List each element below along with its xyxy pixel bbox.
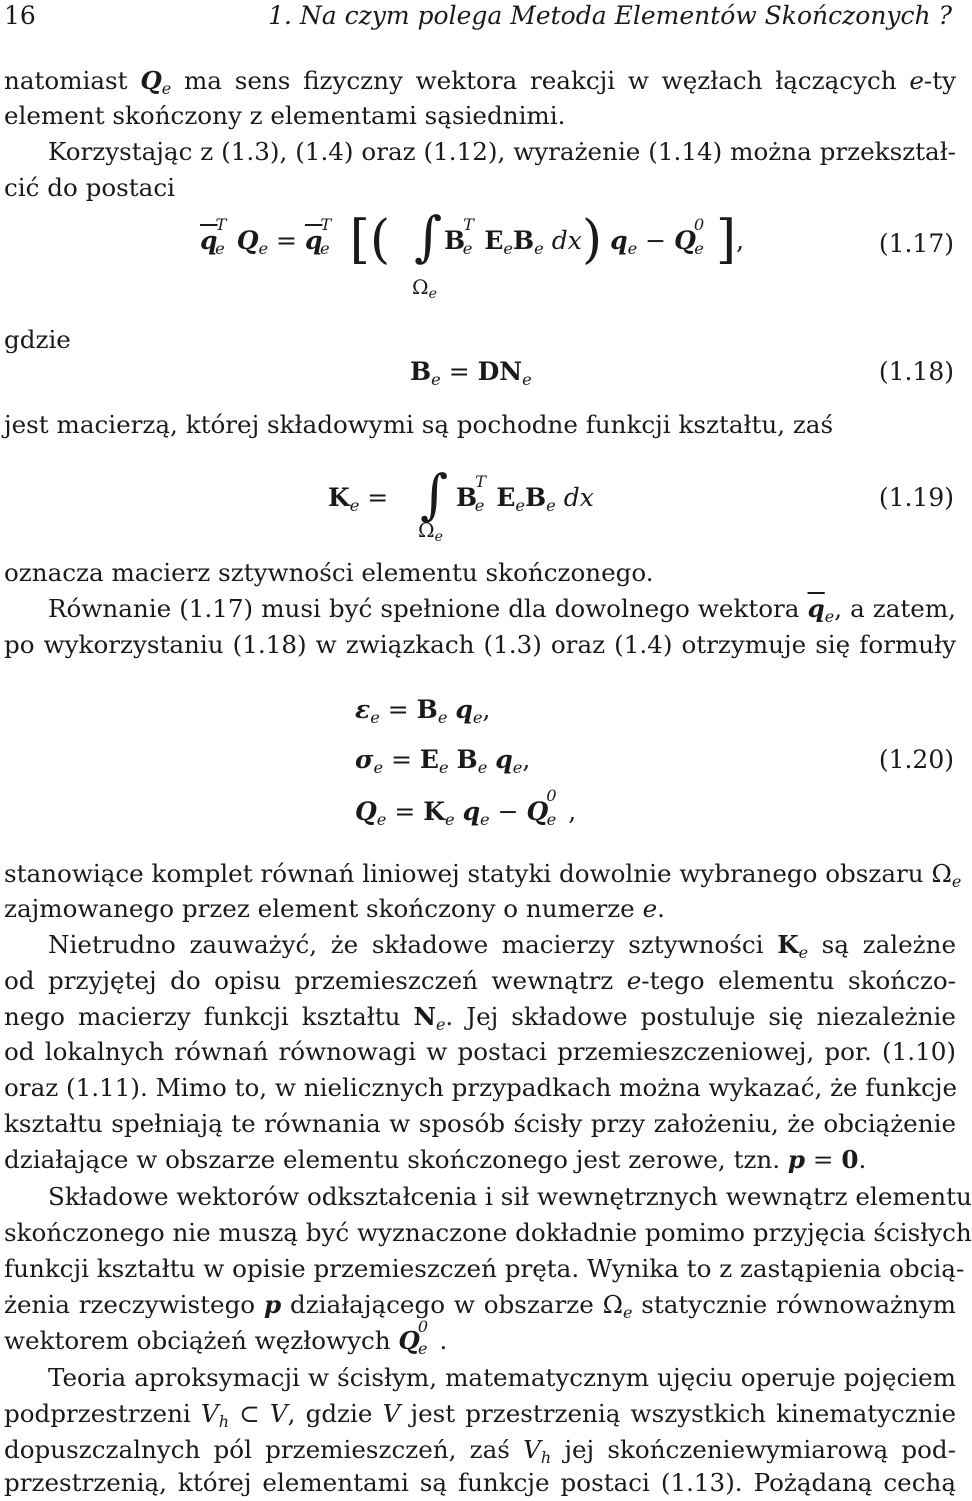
paragraph-1-line-3: Korzystając z (1.3), (1.4) oraz (1.12), wyrażenie (1.14) można przekształ- [48,137,956,166]
paragraph-4-line-7: oraz (1.11). Mimo to, w nielicznych przypadkach można wykazać, że funkcje [4,1073,958,1102]
paragraph-4-line-3: Nietrudno zauważyć, że składowe macierzy sztywności $K_e$ są zależne [48,930,956,962]
paragraph-4-line-5: nego macierzy funkcji kształtu $N_e$. Jej składowe postuluje się niezależnie [4,1002,956,1034]
paragraph-5-line-4: żenia rzeczywistego p działającego w obszarze $\Omega_e$ statycznie równoważnym [4,1290,956,1322]
word-gdzie: gdzie [4,325,71,354]
paragraph-5-line-3: funkcji kształtu w opisie przemieszczeń pręta. Wynika to z zastąpienia obcią- [4,1254,965,1283]
paragraph-6-line-1: Teoria aproksymacji w ścisłym, matematycznym ujęciu operuje pojęciem [48,1363,956,1392]
equation-1-17-number: (1.17) [878,229,954,258]
paragraph-6-line-2: podprzestrzeni $V_h$ ⊂ V, gdzie V jest przestrzenią wszystkich kinematycznie [4,1399,956,1431]
paragraph-4-line-1: stanowiące komplet równań liniowej statyki dowolnie wybranego obszaru $\Omega_e$ [4,859,962,891]
running-header [4,0,954,32]
running-title: 1. Na czym polega Metoda Elementów Skończonych ? [268,1,952,30]
paragraph-1-line-1: natomiast $Q_e$ ma sens fizyczny wektora reakcji w węzłach łączących e-ty [4,66,956,98]
paragraph-4-line-6: od lokalnych równań równowagi w postaci przemieszczeniowej, por. (1.10) [4,1037,956,1066]
document-page: 16 1. Na czym polega Metoda Elementów Skończonych ? natomiast $Q_e$ ma sens fizyczny wektora reakcji w węzłach łączących e-ty element skończony z elementami sąsiednimi. Korzystając z (1.3), (1.4) oraz (1.12), wyrażenie (1.14) można przekształ- cić do postaci $\overline{q}_{Te}$ $Q_e = \overline{q}_{Te}$ [( ∫ $\Omega_e$ $B_{Te}$ $E_eB_e$ dx) $q_e - Q_{0e}$ ], (1.17) gdzie $B_e = DN_e$ (1.18) jest macierzą, której składowymi są pochodne funkcji kształtu, zaś $K_e$ = ∫ $\Omega_e$ $B_{Te}$ $E_eB_e$ dx (1.19) oznacza macierz sztywności elementu skończonego. Równanie (1.17) musi być spełnione dla dowolnego wektora $\overline{q}_e$, a zatem, po wykorzystaniu (1.18) w związkach (1.3) oraz (1.4) otrzymuje się formuły $\varepsilon_e = B_e$ $q_e$, $\sigma_e = E_e$ $B_e$ $q_e$, $Q_e = K_e$ $q_e - Q_{0e}$ , (1.20) stanowiące komplet równań liniowej statyki dowolnie wybranego obszaru $\Omega_e$ zajmowanego przez element skończony o numerze e. Nietrudno zauważyć, że składowe macierzy sztywności $K_e$ są zależne od przyjętej do opisu przemieszczeń wewnątrz e-tego elementu skończo- nego macierzy funkcji kształtu $N_e$. Jej składowe postuluje się niezależnie od lokalnych równań równowagi w postaci przemieszczeniowej, por. (1.10) oraz (1.11). Mimo to, w nielicznych przypadkach można wykazać, że funkcje kształtu spełniają te równania w sposób ścisły przy założeniu, że obciążenie działające w obszarze elementu skończonego jest zerowe, tzn. p = 0. Składowe wektorów odkształcenia i sił wewnętrznych wewnątrz elementu skończonego nie muszą być wyznaczone dokładnie pomimo przyjęcia ścisłych funkcji kształtu w opisie przemieszczeń pręta. Wynika to z zastąpienia obcią- żenia rzeczywistego p działającego w obszarze $\Omega_e$ statycznie równoważnym wektorem obciążeń węzłowych $Q_{0e}$ . Teoria aproksymacji w ścisłym, matematycznym ujęciu operuje pojęciem podprzestrzeni $V_h$ ⊂ V, gdzie V jest przestrzenią wszystkich kinematycznie dopuszczalnych pól przemieszczeń, zaś $V_h$ jej skończeniewymiarową pod- przestrzenią, której elementami są funkcje postaci (1.13). Pożądaną cechą [0,0,960,1501]
paragraph-1-line-4: cić do postaci [4,173,175,202]
paragraph-1-line-2: element skończony z elementami sąsiednimi. [4,101,566,130]
paragraph-2: jest macierzą, której składowymi są pochodne funkcji kształtu, zaś [4,410,834,439]
paragraph-6-line-4: przestrzenią, której elementami są funkcje postaci (1.13). Pożądaną cechą [4,1468,956,1497]
paragraph-3-line-3: po wykorzystaniu (1.18) w związkach (1.3) oraz (1.4) otrzymuje się formuły [4,630,956,659]
paragraph-4-line-4: od przyjętej do opisu przemieszczeń wewnątrz e-tego elementu skończo- [4,966,956,995]
paragraph-4-line-2: zajmowanego przez element skończony o numerze e. [4,894,665,923]
paragraph-6-line-3: dopuszczalnych pól przemieszczeń, zaś $V_h$ jej skończeniewymiarową pod- [4,1435,956,1467]
page-number: 16 [4,1,36,30]
paragraph-5-line-1: Składowe wektorów odkształcenia i sił wewnętrznych wewnątrz elementu [48,1182,972,1211]
paragraph-3-line-1: oznacza macierz sztywności elementu skończonego. [4,558,654,587]
paragraph-4-line-9: działające w obszarze elementu skończonego jest zerowe, tzn. p = 0. [4,1145,867,1174]
equation-1-18-number: (1.18) [878,357,954,386]
paragraph-4-line-8: kształtu spełniają te równania w sposób ścisły przy założeniu, że obciążenie [4,1109,956,1138]
paragraph-3-line-2: Równanie (1.17) musi być spełnione dla dowolnego wektora $\overline{q}_e$, a zatem, [48,594,956,626]
equation-1-19-number: (1.19) [878,483,954,512]
paragraph-5-line-2: skończonego nie muszą być wyznaczone dokładnie pomimo przyjęcia ścisłych [4,1218,972,1247]
paragraph-5-line-5: wektorem obciążeń węzłowych $Q_{0e}$ . [4,1316,448,1358]
equation-1-20-number: (1.20) [878,745,954,774]
